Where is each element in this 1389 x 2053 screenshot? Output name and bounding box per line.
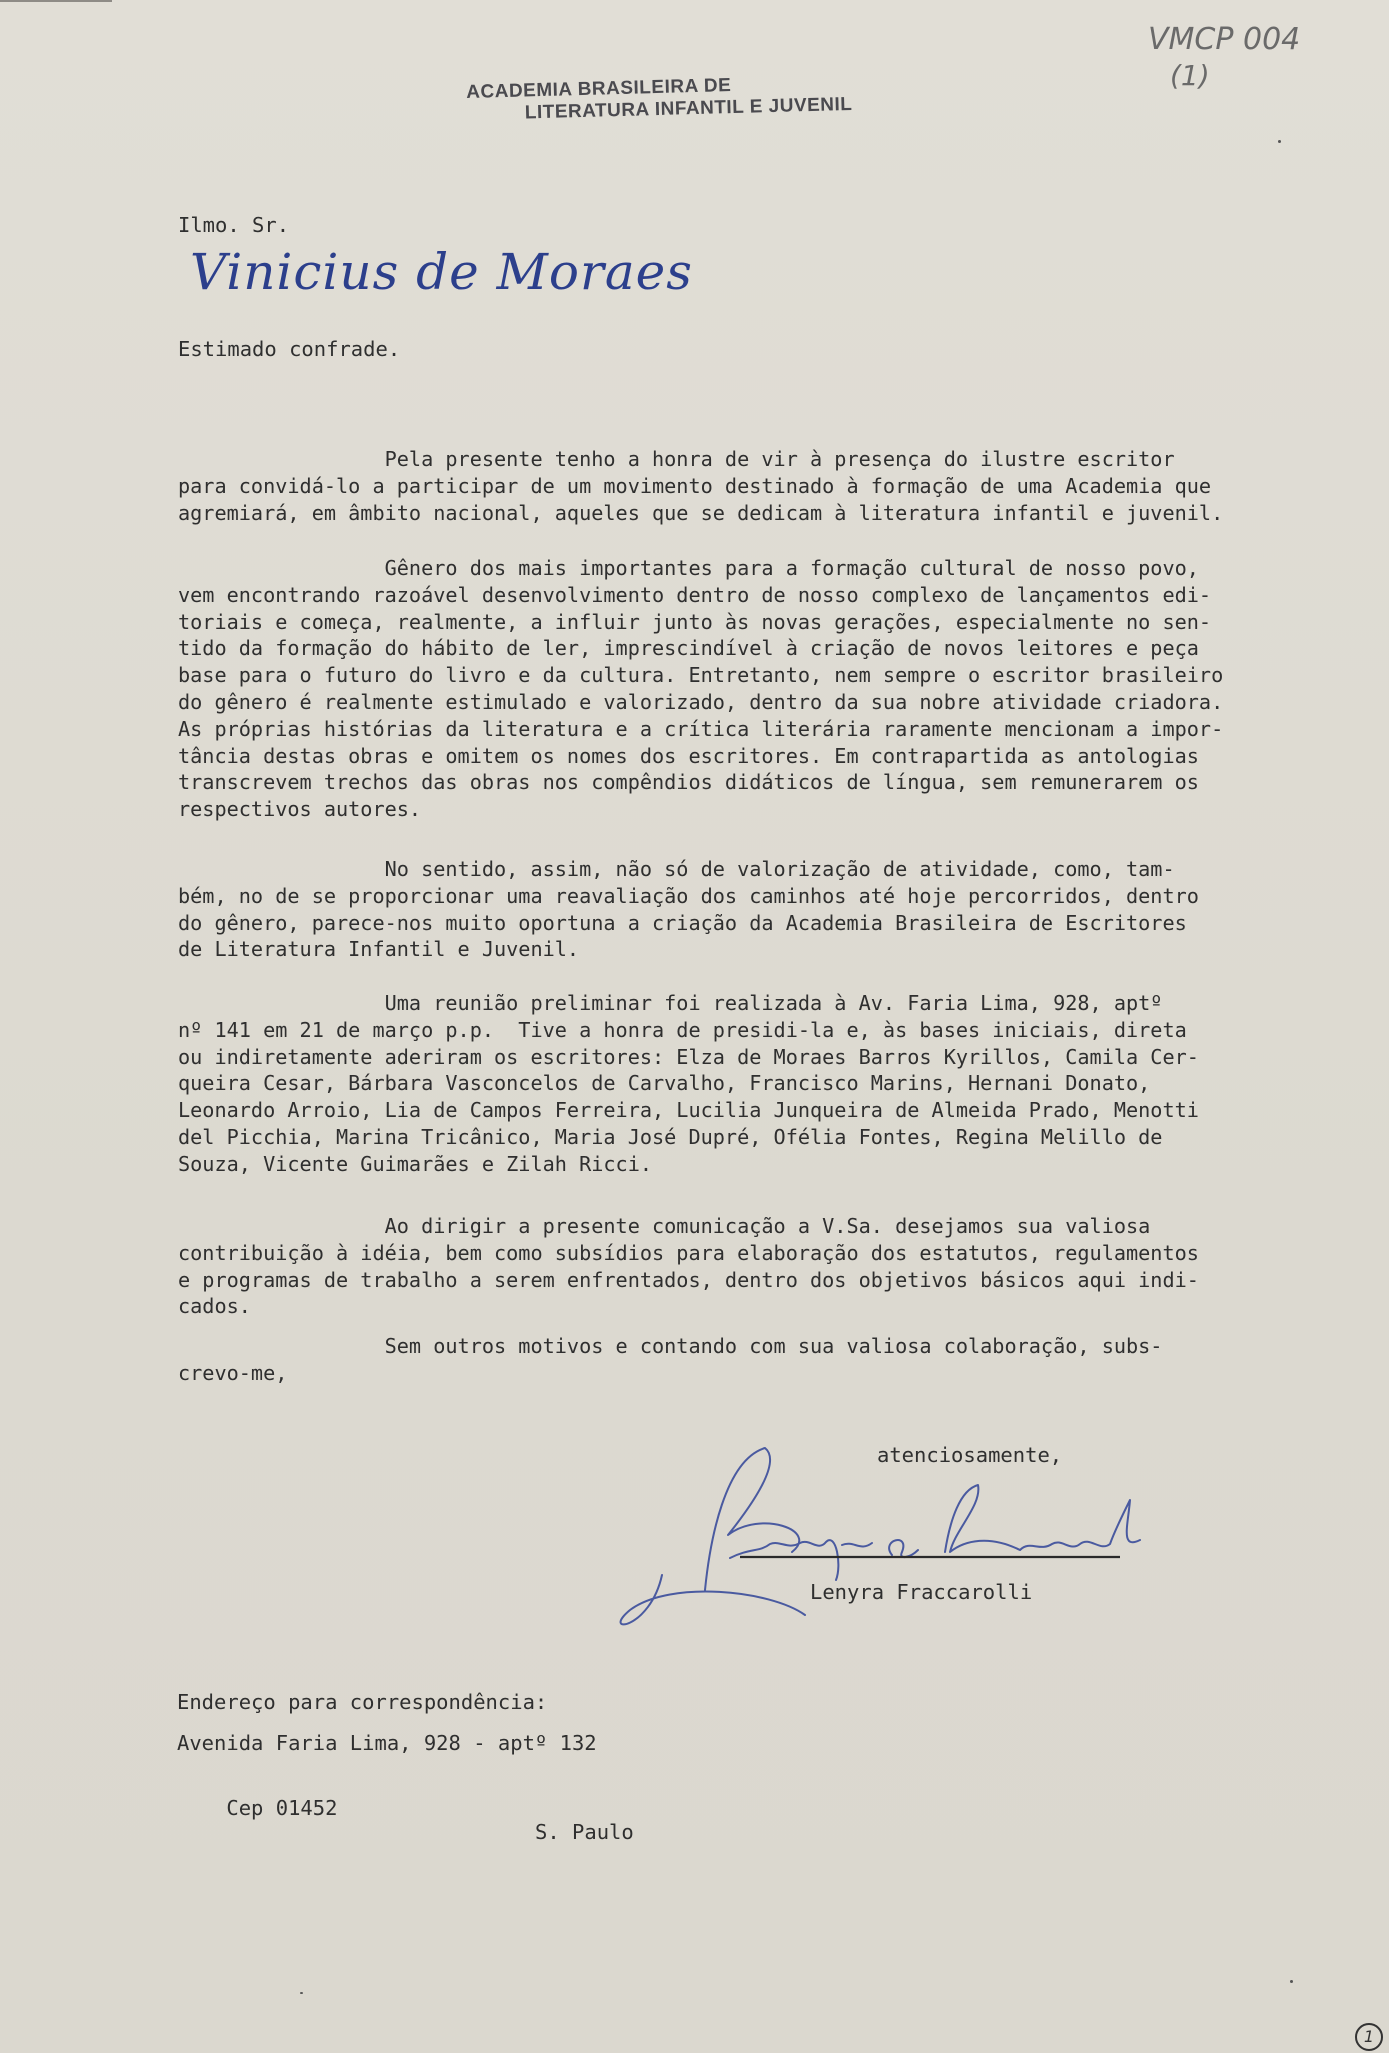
body-paragraph: Ao dirigir a presente comunicação a V.Sa. desejamos sua valiosa contribuição à idéia, bem como subsídios para elaboração dos estatutos, regulamentos e programas de trabalho a serem enfrentados, dentro dos objetivos básicos aqui indi- cados. [178, 1214, 1199, 1319]
body-paragraph: Pela presente tenho a honra de vir à presença do ilustre escritor para convidá-lo a participar de um movimento destinado à formação de uma Academia que agremiará, em âmbito nacional, aqueles que se dedicam à literatura infantil e juvenil. [178, 447, 1224, 525]
top-edge-line [0, 0, 112, 2]
address-cep-city [177, 1772, 634, 1868]
salutation: Estimado confrade. [178, 337, 401, 361]
address-label: Endereço para correspondência: [177, 1690, 548, 1714]
body-paragraph: Uma reunião preliminar foi realizada à Av. Faria Lima, 928, aptº nº 141 em 21 de março p.p. Tive a honra de presidi-la e, às bases iniciais, direta ou indiretamente aderiram os escritores: Elza de Moraes Barros Kyrillos, Camila Cer- queira Cesar, Bárbara Vasconcelos de Carvalho, Francisco Marins, Hernani Donato, Leonardo Arroio, Lia de Campos Ferreira, Lucilia Junqueira de Almeida Prado, Menotti del Picchia, Marina Tricânico, Maria José Dupré, Ofélia Fontes, Regina Melillo de Souza, Vicente Guimarães e Zilah Ricci. [178, 991, 1199, 1176]
stamp-line-2: LITERATURA INFANTIL E JUVENIL [524, 93, 853, 124]
paper-speck [300, 1992, 303, 1994]
closing: atenciosamente, [877, 1443, 1063, 1467]
body-paragraph: No sentido, assim, não só de valorização de atividade, como, tam- bém, no de se proporcionar uma reavaliação dos caminhos até hoje percorridos, dentro do gênero, parece-nos muito oportuna a criação da Academia Brasileira de Escritores de Literatura Infantil e Juvenil. [178, 857, 1199, 962]
stamp-line-1: ACADEMIA BRASILEIRA DE [466, 75, 732, 103]
address-cep: Cep 01452 [226, 1796, 338, 1820]
archive-annotation [1148, 22, 1300, 94]
address-street: Avenida Faria Lima, 928 - aptº 132 [177, 1731, 597, 1755]
body-paragraph: Sem outros motivos e contando com sua valiosa colaboração, subs- crevo-me, [178, 1334, 1163, 1385]
page-number: 1 [1355, 2023, 1383, 2051]
archive-sub: (1) [1170, 59, 1210, 92]
address-city: S. Paulo [535, 1820, 634, 1844]
greeting: Ilmo. Sr. [178, 213, 290, 237]
signature-handwritten [610, 1440, 1310, 1640]
paper-speck [1278, 140, 1281, 143]
body-paragraph: Gênero dos mais importantes para a formação cultural de nosso povo, vem encontrando razoável desenvolvimento dentro de nosso complexo de lançamentos edi- toriais e começa, realmente, a influir junto às novas gerações, especialmente no sen- tido da formação do hábito de ler, imprescindível à criação de novos leitores e peça base para o futuro do livro e da cultura. Entretanto, nem sempre o escritor brasileiro do gênero é realmente estimulado e valorizado, dentro da sua nobre atividade criadora. As próprias histórias da literatura e a crítica literária raramente mencionam a impor- tância destas obras e omitem os nomes dos escritores. Em contrapartida as antologias transcrevem trechos das obras nos compêndios didáticos de língua, sem remunerarem os respectivos autores. [178, 556, 1224, 822]
paper-speck [1290, 1980, 1293, 1983]
academy-stamp [466, 72, 853, 126]
addressee-handwritten: Vinicius de Moraes [190, 243, 693, 301]
signer-name: Lenyra Fraccarolli [810, 1580, 1033, 1604]
archive-code: VMCP 004 [1148, 22, 1301, 57]
